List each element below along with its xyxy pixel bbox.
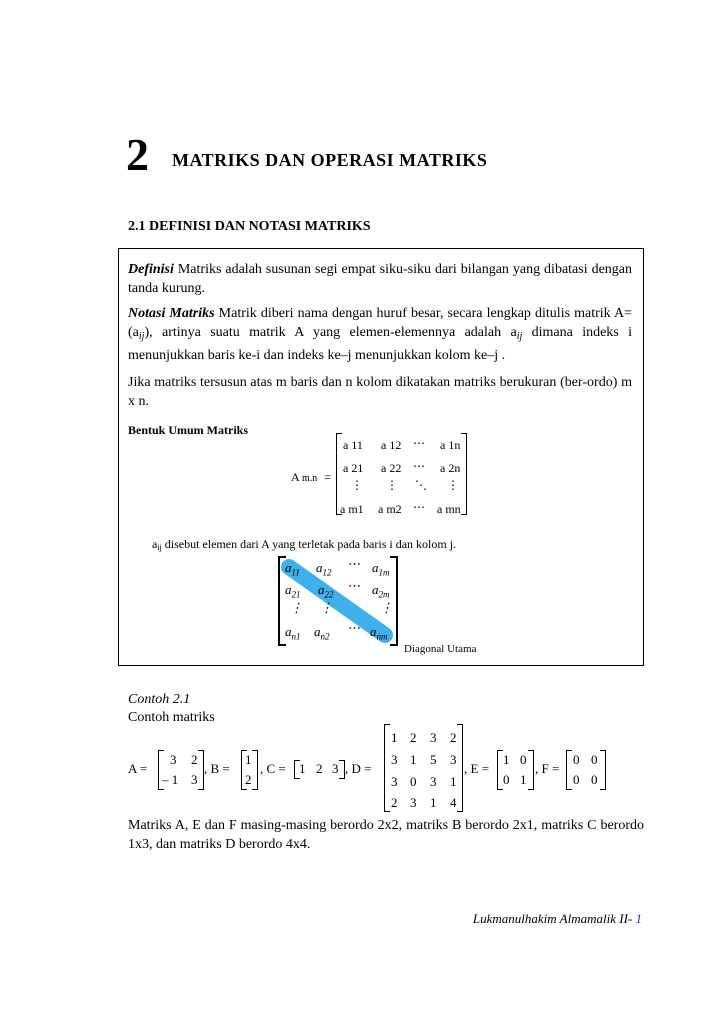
gf-cell: ⋯ bbox=[413, 436, 425, 450]
general-form-lhs-sub: m.n bbox=[302, 473, 318, 484]
gf-cell: ⋮ bbox=[447, 478, 459, 492]
example-d-cell: 1 bbox=[410, 752, 417, 767]
example-f-cell: 0 bbox=[591, 772, 598, 787]
example-d-cell: 1 bbox=[430, 795, 437, 810]
example-f-cell: 0 bbox=[573, 772, 580, 787]
example-d-label: , D = bbox=[345, 761, 372, 776]
example-d-cell: 3 bbox=[391, 752, 398, 767]
element-note-sub: ij bbox=[157, 543, 162, 552]
dm-cell: ⋮ bbox=[380, 600, 393, 615]
gf-cell: a 1n bbox=[440, 438, 461, 452]
example-d-cell: 3 bbox=[410, 795, 417, 810]
footer-author: Lukmanulhakim Almamalik II- bbox=[472, 911, 636, 926]
gf-cell: ⋮ bbox=[351, 478, 363, 492]
example-e-bracket-right bbox=[528, 750, 534, 790]
dm-cell: ⋮ bbox=[290, 600, 303, 615]
example-f-cell: 0 bbox=[573, 752, 580, 767]
example-c-label: , C = bbox=[260, 761, 286, 776]
dm-cell-subscript: 22 bbox=[324, 589, 334, 600]
dm-cell: ⋮ bbox=[320, 600, 333, 615]
element-note-text: disebut elemen dari A yang terletak pada baris i dan kolom j. bbox=[161, 537, 457, 551]
dm-cell: ⋯ bbox=[347, 578, 360, 593]
example-e-cell: 1 bbox=[503, 752, 510, 767]
example-c-cell: 3 bbox=[332, 761, 339, 776]
example-b-label: , B = bbox=[204, 761, 230, 776]
gf-cell: a 21 bbox=[343, 461, 364, 475]
dm-cell-subscript: n1 bbox=[291, 631, 301, 642]
example-d-cell: 0 bbox=[410, 774, 417, 789]
example-d-cell: 3 bbox=[450, 752, 457, 767]
example-description: Matriks A, E dan F masing-masing berordo 2x2, matriks B berordo 2x1, matriks C berordo 1x3, dan matriks D berordo 4x4. bbox=[128, 818, 644, 852]
example-d-cell: 3 bbox=[430, 774, 437, 789]
example-a-label: A = bbox=[128, 761, 148, 776]
page-footer bbox=[473, 911, 642, 927]
example-b-cell: 2 bbox=[245, 772, 252, 787]
dm-cell: $a_{11}$ bbox=[285, 560, 300, 578]
example-c-cell: 1 bbox=[299, 761, 306, 776]
example-d-cell: 1 bbox=[391, 730, 398, 745]
gf-cell: ⋯ bbox=[413, 459, 425, 473]
example-title: Contoh 2.1 bbox=[128, 692, 191, 707]
dm-cell-subscript: 1m bbox=[378, 567, 390, 578]
dm-cell: $a_{n1}$ bbox=[285, 624, 301, 642]
gf-cell: a 11 bbox=[343, 438, 363, 452]
example-a-cell: – 1 bbox=[162, 772, 179, 787]
definition-text: Matriks adalah susunan segi empat siku-siku dari bilangan yang dibatasi dengan tanda kurung. bbox=[128, 262, 632, 296]
general-form-equals: = bbox=[324, 470, 332, 484]
example-f-bracket-left bbox=[566, 750, 572, 790]
chapter-number: 2 bbox=[126, 129, 149, 180]
gf-cell: a mn bbox=[437, 502, 461, 516]
example-c-cell: 2 bbox=[316, 761, 323, 776]
gf-cell: a 12 bbox=[381, 438, 402, 452]
dm-cell: $a_{2m}$ bbox=[372, 582, 390, 600]
dm-cell-subscript: 12 bbox=[322, 567, 332, 578]
example-d-cell: 3 bbox=[391, 774, 398, 789]
example-d-cell: 1 bbox=[450, 774, 457, 789]
notation-text-2: ), artinya suatu matrik A yang elemen-elemennya adalah a bbox=[144, 325, 517, 340]
definition-term: Definisi bbox=[128, 262, 174, 277]
example-e-label: , E = bbox=[464, 761, 490, 776]
gf-cell: ⋱ bbox=[415, 478, 427, 492]
gf-cell: a 2n bbox=[440, 461, 461, 475]
section-title: 2.1 DEFINISI DAN NOTASI MATRIKS bbox=[128, 219, 371, 234]
general-form-heading: Bentuk Umum Matriks bbox=[128, 423, 249, 437]
example-d-cell: 5 bbox=[430, 752, 437, 767]
dm-cell: $a_{n2}$ bbox=[314, 624, 330, 642]
dm-cell: ⋯ bbox=[347, 620, 360, 635]
dm-cell: $a_{21}$ bbox=[285, 582, 301, 600]
notation-text-1: Matrik diberi nama dengan huruf besar, secara lengkap ditulis matrik A= (a bbox=[128, 306, 633, 340]
notation-text-3: dimana indeks i menunjukkan baris ke-i dan indeks ke–j menunjukkan kolom ke–j . bbox=[128, 325, 632, 363]
example-a-cell: 2 bbox=[191, 752, 198, 767]
example-f-bracket-right bbox=[600, 750, 606, 790]
dm-cell-subscript: 21 bbox=[291, 589, 301, 600]
chapter-title: MATRIKS DAN OPERASI MATRIKS bbox=[172, 150, 488, 170]
example-b-cell: 1 bbox=[245, 752, 252, 767]
order-paragraph: Jika matriks tersusun atas m baris dan n kolom dikatakan matriks berukuran (ber-ordo) m x n. bbox=[128, 375, 632, 409]
example-d-cell: 4 bbox=[450, 795, 457, 810]
example-e-cell: 1 bbox=[520, 772, 527, 787]
gf-cell: ⋮ bbox=[386, 478, 398, 492]
example-d-cell: 2 bbox=[450, 730, 457, 745]
page-number: 1 bbox=[635, 911, 642, 926]
gf-cell: a m1 bbox=[340, 502, 364, 516]
example-f-cell: 0 bbox=[591, 752, 598, 767]
dm-cell: $a_{1m}$ bbox=[372, 560, 390, 578]
notation-sub-1: ij bbox=[138, 331, 145, 342]
gf-cell: ⋯ bbox=[413, 500, 425, 514]
example-b-bracket-right bbox=[252, 750, 258, 790]
example-a-cell: 3 bbox=[170, 752, 177, 767]
dm-cell: $a_{22}$ bbox=[318, 582, 334, 600]
example-e-cell: 0 bbox=[503, 772, 510, 787]
gf-cell: a 22 bbox=[381, 461, 402, 475]
dm-cell-subscript: n2 bbox=[320, 631, 330, 642]
gf-cell: a m2 bbox=[378, 502, 402, 516]
dm-cell: $a_{12}$ bbox=[316, 560, 332, 578]
example-subtitle: Contoh matriks bbox=[128, 710, 215, 725]
example-a-cell: 3 bbox=[191, 772, 198, 787]
notation-term: Notasi Matriks bbox=[128, 306, 215, 321]
dm-cell-subscript: 11 bbox=[291, 567, 300, 578]
example-e-cell: 0 bbox=[520, 752, 527, 767]
notation-sub-2: ij bbox=[516, 331, 523, 342]
example-d-bracket-right bbox=[457, 724, 463, 812]
dm-cell-subscript: nm bbox=[376, 631, 388, 642]
dm-cell: $a_{nm}$ bbox=[370, 624, 388, 642]
diagonal-caption: Diagonal Utama bbox=[404, 643, 477, 655]
element-note-a: a bbox=[152, 537, 158, 551]
example-d-bracket-left bbox=[384, 724, 390, 812]
dm-cell: ⋯ bbox=[347, 556, 360, 571]
example-d-cell: 3 bbox=[430, 730, 437, 745]
example-f-label: , F = bbox=[535, 761, 560, 776]
example-d-cell: 2 bbox=[410, 730, 417, 745]
example-d-cell: 2 bbox=[391, 795, 398, 810]
dm-cell-subscript: 2m bbox=[378, 589, 390, 600]
general-form-lhs-letter: A bbox=[291, 470, 300, 484]
